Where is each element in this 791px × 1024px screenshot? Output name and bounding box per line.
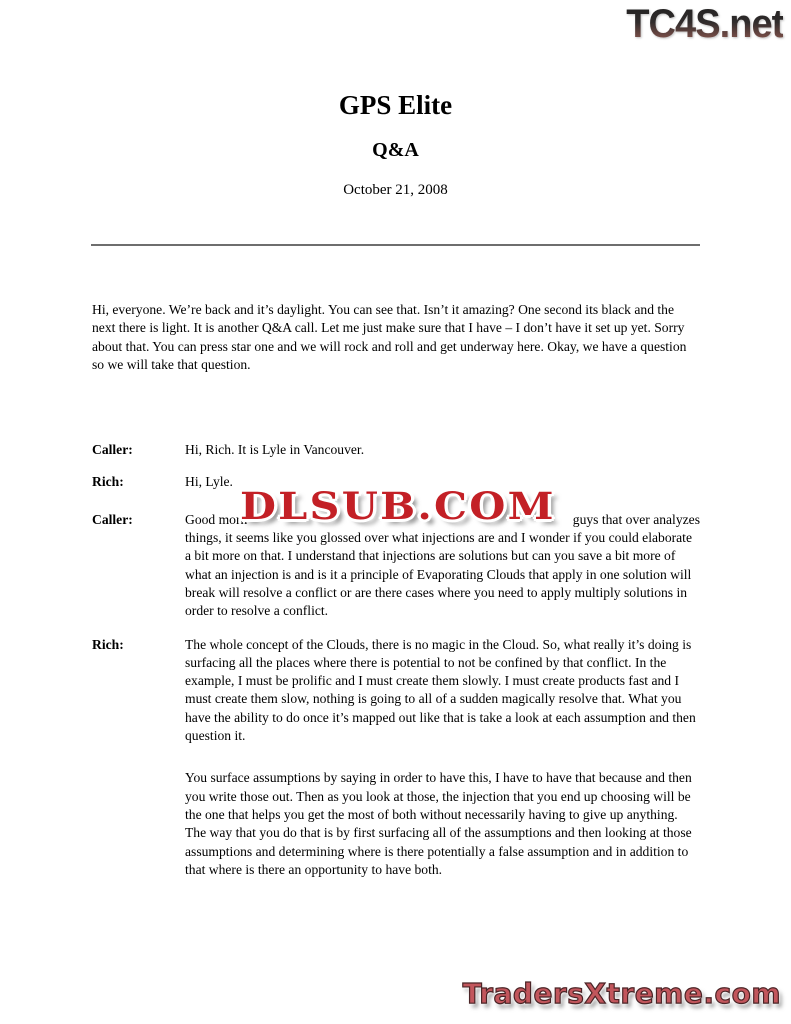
speaker-label: Rich: bbox=[92, 636, 124, 652]
obscured-line-prefix: Good morn bbox=[185, 511, 248, 527]
page-subtitle: Q&A bbox=[372, 139, 419, 161]
dialog-entry bbox=[92, 769, 700, 879]
speaker-label: Caller: bbox=[92, 442, 133, 458]
transcript-content bbox=[92, 301, 700, 879]
speaker-label: Caller: bbox=[92, 511, 133, 527]
intro-paragraph: Hi, everyone. We’re back and it’s daylight. You can see that. Isn’t it amazing? One second its black and the next there is light. It is another Q&A call. Let me just make sure that I have – I don’t have it set up yet. Sorry about that. You can press star one and we will rock and roll and get underway here. Okay, we have a question so we will take that question. bbox=[92, 302, 687, 372]
divider-line bbox=[91, 244, 700, 246]
entry-text: The whole concept of the Clouds, there is no magic in the Cloud. So, what really it’s doing is surfacing all the places where there is potential to not be confined by that conflict. In the example, I must be prolific and I must create them slowly. I must create products fast and I must create them slow, nothing is going to all of a sudden magically resolve that. What you have the ability to do once it’s mapped out like that is take a look at each assumption and then question it. bbox=[185, 636, 696, 744]
page-title: GPS Elite bbox=[338, 90, 453, 120]
entry-text: You surface assumptions by saying in order to have this, I have to have that because and then you write those out. Then as you look at those, the injection that you end up choosing will be the one that helps you get the most of both without necessarily having to give up anything. The way that you do that is by first surfacing all of the assumptions and then looking at those assumptions and determining where is there potentially a false assumption and in addition to that where is there an opportunity to have both. bbox=[185, 770, 692, 877]
dialog-entry bbox=[92, 441, 700, 459]
entry-text: Hi, Lyle. bbox=[185, 474, 233, 490]
tc4s-logo: TC4S.net bbox=[625, 2, 783, 46]
page-date: October 21, 2008 bbox=[343, 182, 448, 198]
speaker-label: Rich: bbox=[92, 474, 124, 490]
dialog-entry bbox=[92, 636, 700, 746]
entry-text: Hi, Rich. It is Lyle in Vancouver. bbox=[185, 442, 365, 458]
tradersxtreme-logo: TradersXtreme.com bbox=[462, 977, 781, 1010]
entry-text-body: things, it seems like you glossed over what injections are and I wonder if you could elaborate a bit more on that. I understand that injections are solutions but can you save a bit more of what an injection is and is it a principle of Evaporating Clouds that apply in one solution will break will resolve a conflict or are there cases where you need to apply multiply solutions in order to resolve a conflict. bbox=[185, 530, 692, 619]
dlsub-watermark: DLSUB.COM bbox=[240, 484, 556, 528]
obscured-line-suffix: guys that over analyzes bbox=[572, 511, 700, 527]
